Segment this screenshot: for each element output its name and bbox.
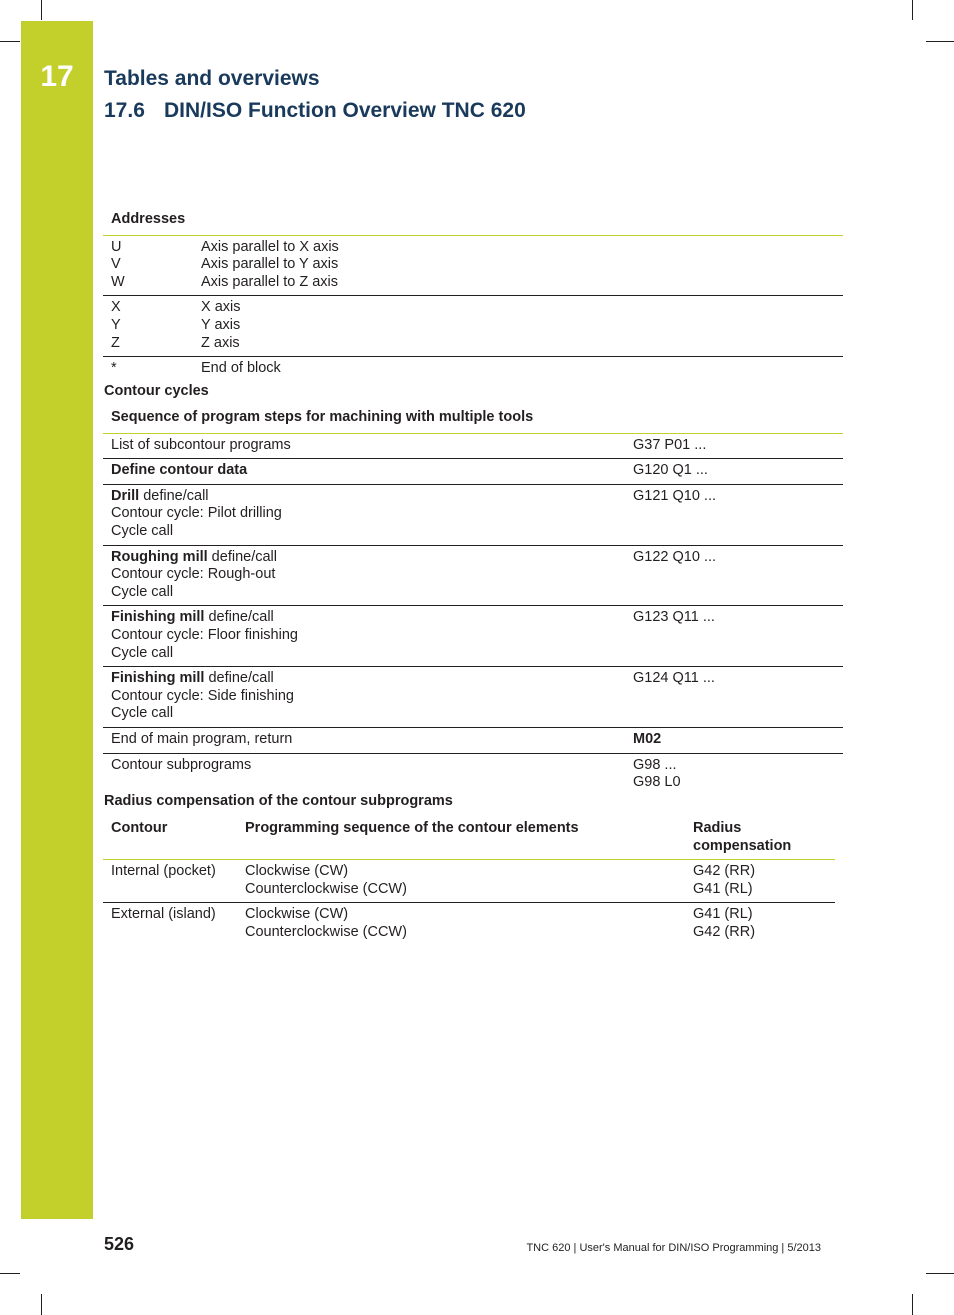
sequence-step-text: define/call xyxy=(139,487,209,504)
programming-sequence: Clockwise (CW) xyxy=(245,906,349,923)
footer-text: TNC 620 | User's Manual for DIN/ISO Programming | 5/2013 xyxy=(526,1242,821,1254)
programming-sequence-cell xyxy=(237,860,685,903)
address-code-cell xyxy=(103,296,193,357)
sequence-code: G98 L0 xyxy=(633,774,681,791)
sequence-row xyxy=(103,727,843,753)
address-desc-cell xyxy=(193,296,843,357)
radius-comp-heading: Radius compensation of the contour subprograms xyxy=(104,793,453,809)
sequence-step-title xyxy=(111,549,617,567)
sequence-code: G122 Q10 ... xyxy=(633,548,717,565)
sequence-step-line: Contour cycle: Side finishing xyxy=(111,687,294,704)
sequence-step-text: List of subcontour programs xyxy=(111,436,291,453)
programming-sequence: Counterclockwise (CCW) xyxy=(245,923,407,940)
address-desc-cell xyxy=(193,235,843,296)
sequence-step-line: Contour cycle: Pilot drilling xyxy=(111,505,282,522)
chapter-tab xyxy=(21,21,93,1219)
sequence-code-cell xyxy=(625,545,843,606)
crop-mark xyxy=(41,1294,42,1315)
address-description: Z axis xyxy=(201,334,240,351)
sequence-step-cell xyxy=(103,459,625,485)
address-code: W xyxy=(111,273,125,290)
sequence-step-line: Cycle call xyxy=(111,644,174,661)
address-description: Axis parallel to Z axis xyxy=(201,273,338,290)
sequence-step-title xyxy=(111,757,617,775)
sequence-step-bold: Finishing mill xyxy=(111,670,205,687)
sequence-step-text: Contour subprograms xyxy=(111,756,252,773)
crop-mark xyxy=(0,1273,20,1274)
sequence-step-line: Contour cycle: Floor finishing xyxy=(111,626,298,643)
sequence-step-bold: Define contour data xyxy=(111,462,248,479)
column-header-sequence: Programming sequence of the contour elements xyxy=(237,818,685,860)
contour-cycles-heading: Contour cycles xyxy=(104,383,209,399)
sequence-row xyxy=(103,484,843,545)
address-description: Axis parallel to X axis xyxy=(201,238,339,255)
sequence-step-bold: Drill xyxy=(111,487,140,504)
sequence-step-line: Cycle call xyxy=(111,522,174,539)
sequence-step-text: define/call xyxy=(204,609,274,626)
sequence-row xyxy=(103,459,843,485)
programming-sequence-cell xyxy=(237,903,685,946)
sequence-step-cell xyxy=(103,753,625,796)
address-description: Axis parallel to Y axis xyxy=(201,256,339,273)
contour-type: External (island) xyxy=(111,906,216,923)
sequence-step-text: define/call xyxy=(207,548,277,565)
contour-type-cell xyxy=(103,860,237,903)
sequence-step-cell xyxy=(103,727,625,753)
sequence-code: M02 xyxy=(633,730,662,747)
radius-comp-cell xyxy=(685,903,835,946)
contour-sequence-table xyxy=(103,407,843,796)
crop-mark xyxy=(912,1294,913,1315)
crop-mark xyxy=(926,41,954,42)
sequence-code-cell xyxy=(625,433,843,459)
address-code: U xyxy=(111,238,122,255)
address-desc-cell xyxy=(193,357,843,382)
sequence-row xyxy=(103,753,843,796)
sequence-step-text: define/call xyxy=(204,670,274,687)
sequence-step-title xyxy=(111,670,617,688)
radius-comp-value: G41 (RL) xyxy=(693,906,753,923)
sequence-code: G98 ... xyxy=(633,756,677,773)
sequence-code: G120 Q1 ... xyxy=(633,462,708,479)
address-code: * xyxy=(111,360,117,377)
sequence-row xyxy=(103,545,843,606)
sequence-code-cell xyxy=(625,753,843,796)
radius-comp-value: G42 (RR) xyxy=(693,863,756,880)
address-description: End of block xyxy=(201,360,281,377)
section-title-text: DIN/ISO Function Overview TNC 620 xyxy=(164,99,526,122)
radius-comp-row xyxy=(103,903,835,946)
crop-mark xyxy=(926,1273,954,1274)
page-number: 526 xyxy=(104,1234,135,1254)
programming-sequence: Clockwise (CW) xyxy=(245,863,349,880)
address-code: Y xyxy=(111,316,121,333)
addresses-table xyxy=(103,209,843,382)
programming-sequence: Counterclockwise (CCW) xyxy=(245,880,407,897)
sequence-step-title xyxy=(111,488,617,506)
radius-comp-table xyxy=(103,818,835,946)
radius-comp-row xyxy=(103,860,835,903)
sequence-step-title xyxy=(111,462,617,480)
radius-comp-value: G42 (RR) xyxy=(693,923,756,940)
sequence-row xyxy=(103,667,843,728)
sequence-step-line: Cycle call xyxy=(111,705,174,722)
contour-sequence-header: Sequence of program steps for machining with multiple tools xyxy=(103,407,843,433)
sequence-code: G124 Q11 ... xyxy=(633,670,715,687)
sequence-step-cell xyxy=(103,667,625,728)
crop-mark xyxy=(912,0,913,20)
address-code-cell xyxy=(103,357,193,382)
sequence-step-bold: Finishing mill xyxy=(111,609,205,626)
address-group xyxy=(103,235,843,296)
sequence-step-text: End of main program, return xyxy=(111,730,293,747)
sequence-code: G37 P01 ... xyxy=(633,436,707,453)
sequence-step-line: Contour cycle: Rough-out xyxy=(111,566,276,583)
radius-comp-value: G41 (RL) xyxy=(693,880,753,897)
sequence-code-cell xyxy=(625,727,843,753)
sequence-row xyxy=(103,433,843,459)
section-title xyxy=(104,99,526,123)
address-code: X xyxy=(111,299,121,316)
sequence-code-cell xyxy=(625,459,843,485)
address-description: Y axis xyxy=(201,316,241,333)
radius-comp-cell xyxy=(685,860,835,903)
sequence-code-cell xyxy=(625,484,843,545)
sequence-step-cell xyxy=(103,545,625,606)
addresses-header: Addresses xyxy=(103,209,843,235)
contour-type-cell xyxy=(103,903,237,946)
section-number: 17.6 xyxy=(104,99,145,122)
column-header-radius-comp: Radius compensation xyxy=(685,818,835,860)
sequence-step-line: Cycle call xyxy=(111,583,174,600)
sequence-step-title xyxy=(111,437,617,455)
crop-mark xyxy=(0,41,20,42)
address-code: V xyxy=(111,256,121,273)
chapter-number: 17 xyxy=(40,60,74,93)
chapter-title: Tables and overviews xyxy=(104,67,320,90)
address-description: X axis xyxy=(201,299,241,316)
address-code-cell xyxy=(103,235,193,296)
sequence-step-title xyxy=(111,731,617,749)
sequence-step-bold: Roughing mill xyxy=(111,548,208,565)
sequence-step-title xyxy=(111,609,617,627)
contour-type: Internal (pocket) xyxy=(111,863,216,880)
sequence-code-cell xyxy=(625,606,843,667)
sequence-step-cell xyxy=(103,606,625,667)
sequence-code: G123 Q11 ... xyxy=(633,609,715,626)
crop-mark xyxy=(41,0,42,20)
address-code: Z xyxy=(111,334,120,351)
sequence-code-cell xyxy=(625,667,843,728)
sequence-step-cell xyxy=(103,433,625,459)
column-header-contour: Contour xyxy=(103,818,237,860)
address-group xyxy=(103,296,843,357)
address-group xyxy=(103,357,843,382)
sequence-code: G121 Q10 ... xyxy=(633,487,717,504)
sequence-row xyxy=(103,606,843,667)
sequence-step-cell xyxy=(103,484,625,545)
